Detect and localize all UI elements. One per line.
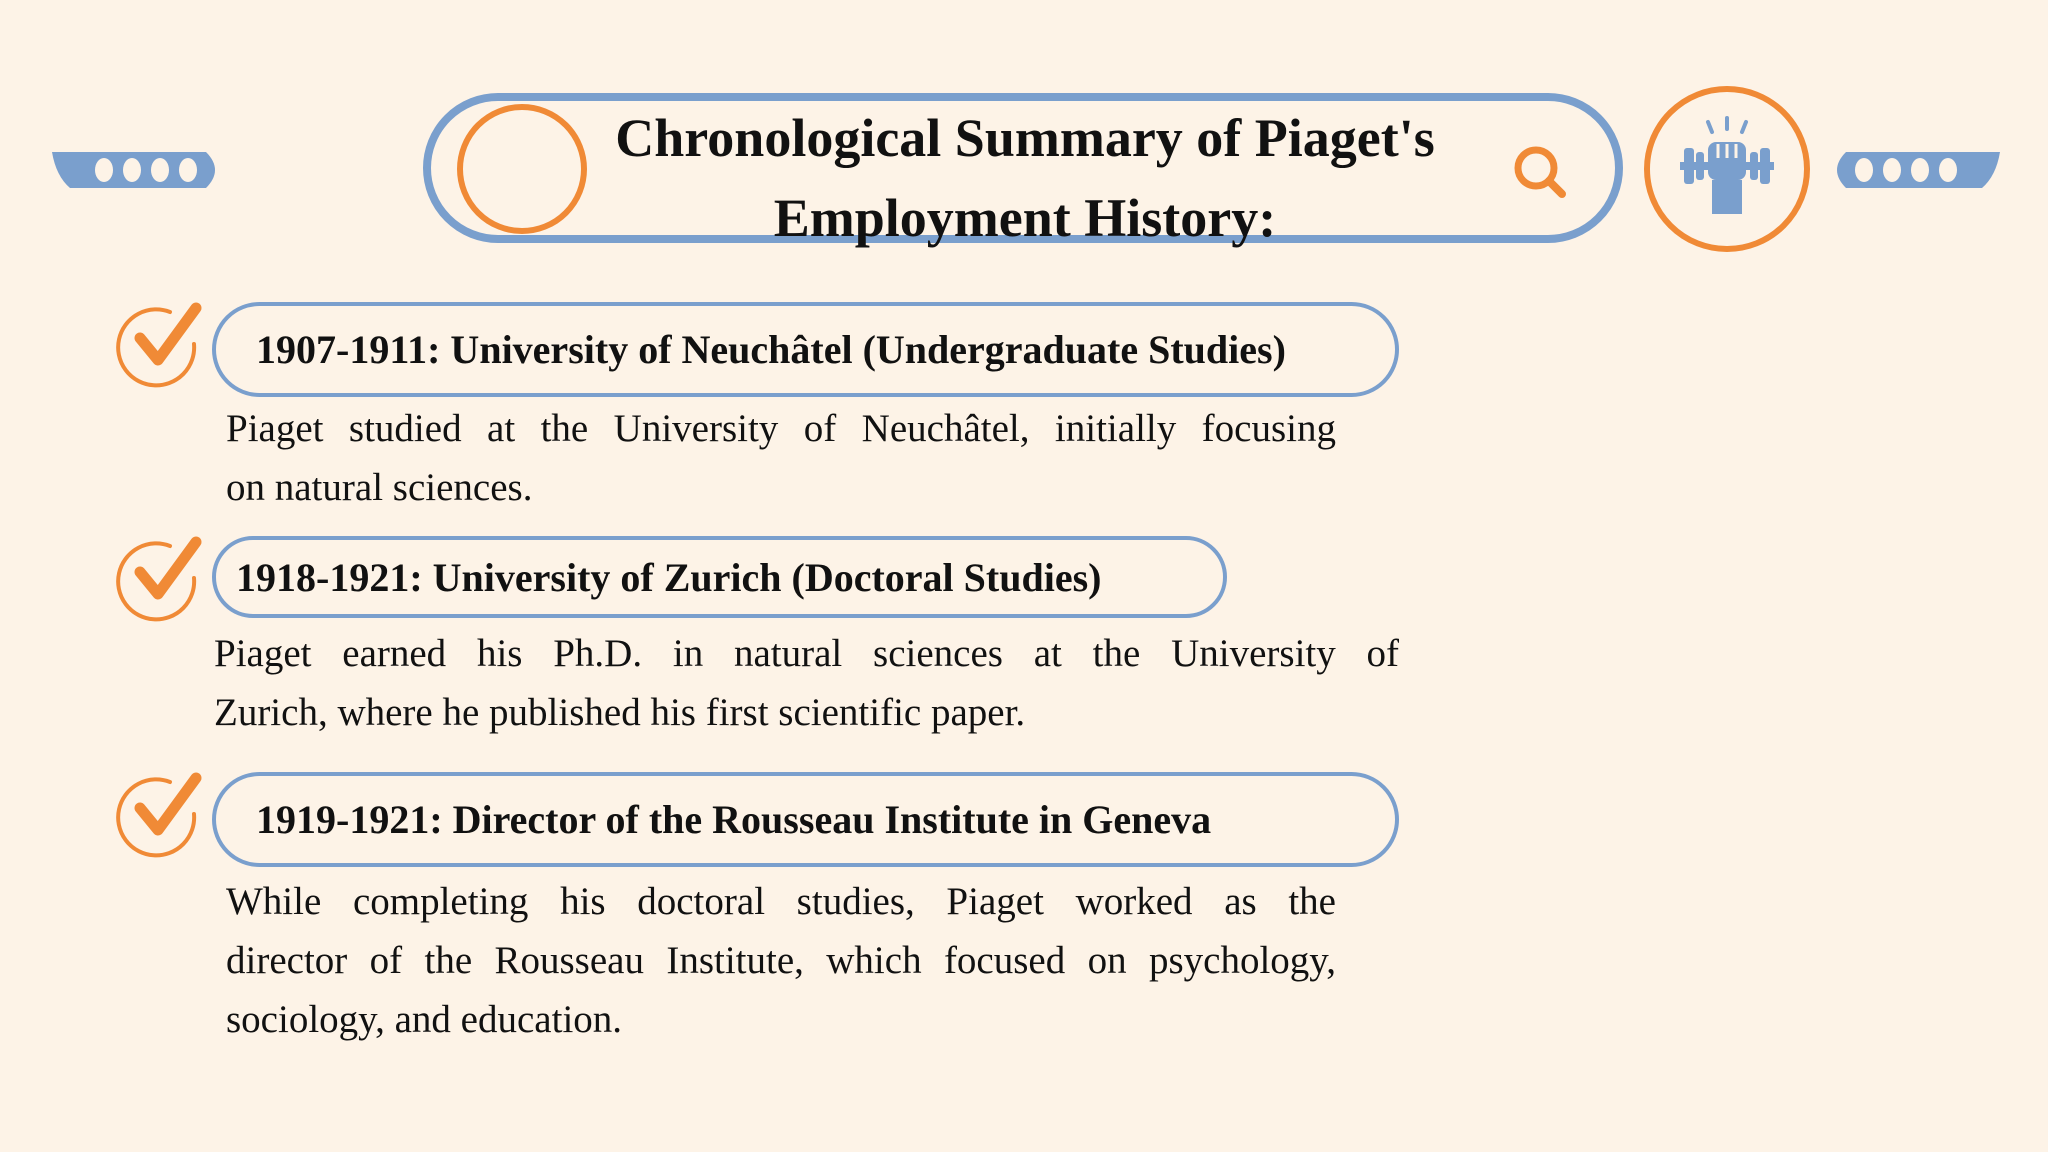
gym-fist-dumbbell-icon	[1672, 114, 1782, 224]
entry-description-line: director of the Rousseau Institute, which focused on psychology,	[226, 939, 1336, 982]
pill-dots-right-icon	[1826, 146, 2006, 194]
gym-badge	[1644, 86, 1810, 252]
entry-description-1	[226, 399, 1336, 517]
entry-description-2	[214, 624, 1399, 742]
checkmark-icon	[110, 768, 206, 858]
search-icon	[1510, 142, 1570, 202]
checkmark-icon	[110, 298, 206, 388]
entry-heading-2	[212, 536, 1227, 618]
entry-description-line: Piaget studied at the University of Neuchâtel, initially focusing	[226, 407, 1336, 450]
entry-heading-3	[212, 772, 1399, 867]
entry-description-line: sociology, and education.	[226, 998, 623, 1041]
page-title	[560, 98, 1490, 258]
page-title-line-2: Employment History:	[773, 188, 1277, 248]
entry-description-line: While completing his doctoral studies, Piaget worked as the	[226, 880, 1336, 923]
entry-description-line: Zurich, where he published his first scientific paper.	[214, 691, 1026, 734]
checkmark-icon	[110, 532, 206, 622]
entry-description-3	[226, 872, 1336, 1049]
entry-label: 1907-1911: University of Neuchâtel (Undergraduate Studies)	[256, 327, 1286, 372]
entry-description-line: on natural sciences.	[226, 466, 533, 509]
entry-heading-1	[212, 302, 1399, 397]
entry-description-line: Piaget earned his Ph.D. in natural sciences at the University of	[214, 632, 1399, 675]
entry-label: 1918-1921: University of Zurich (Doctoral Studies)	[236, 554, 1102, 600]
pill-dots-left-icon	[46, 146, 226, 194]
page-title-line-1: Chronological Summary of Piaget's	[615, 108, 1435, 168]
entry-label: 1919-1921: Director of the Rousseau Institute in Geneva	[256, 797, 1212, 842]
